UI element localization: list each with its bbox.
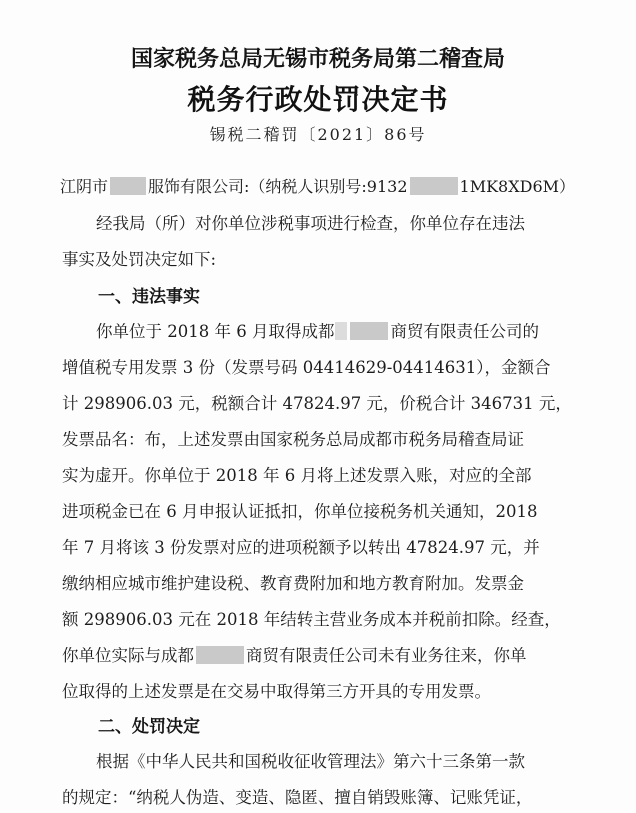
redacted-supplier-name-2 — [196, 646, 244, 664]
section-heading-penalty-decision: 二、处罚决定 — [98, 717, 200, 737]
facts-line-9: 额 298906.03 元在 2018 年结转主营业务成本并税前扣除。经查， — [62, 610, 561, 629]
decision-line-2: 的规定：“纳税人伪造、变造、隐匿、擅自销毁账簿、记账凭证， — [62, 788, 533, 807]
facts-line-2: 增值税专用发票 3 份（发票号码 04414629-04414631），金额合 — [62, 358, 551, 377]
intro-line-1: 经我局（所）对你单位涉税事项进行检查，你单位存在违法 — [96, 214, 525, 233]
facts-line-11: 位取得的上述发票是在交易中取得第三方开具的专用发票。 — [62, 682, 491, 701]
recipient-suffix: 服饰有限公司:（纳税人识别号:9132 — [148, 177, 408, 196]
document-number: 锡税二稽罚〔2021〕86号 — [209, 125, 427, 144]
facts-line-1-pre: 你单位于 2018 年 6 月取得成都 — [96, 322, 335, 341]
document-title: 税务行政处罚决定书 — [187, 83, 449, 116]
facts-line-7: 年 7 月将该 3 份发票对应的进项税额予以转出 47824.97 元，并 — [62, 538, 540, 557]
facts-line-6: 进项税金已在 6 月申报认证抵扣，你单位接税务机关通知，2018 — [62, 502, 538, 521]
facts-line-10 — [62, 642, 527, 666]
facts-line-1 — [96, 318, 539, 342]
facts-line-3: 计 298906.03 元，税额合计 47824.97 元，价税合计 346731 元， — [62, 394, 572, 413]
facts-line-5: 实为虚开。你单位于 2018 年 6 月将上述发票入账，对应的全部 — [62, 466, 532, 485]
recipient-line — [60, 174, 575, 197]
recipient-id-suffix: 1MK8XD6M） — [459, 177, 576, 196]
facts-line-8: 缴纳相应城市维护建设税、教育费附加和地方教育附加。发票金 — [62, 574, 524, 593]
facts-line-10-post: 商贸有限责任公司未有业务往来，你单 — [246, 646, 527, 665]
issuing-organization: 国家税务总局无锡市税务局第二稽查局 — [130, 47, 505, 72]
intro-line-2: 事实及处罚决定如下: — [62, 250, 217, 269]
redaction-mark — [335, 322, 347, 340]
redacted-supplier-name — [350, 322, 388, 340]
redacted-company-name — [110, 177, 146, 195]
redacted-taxpayer-id — [410, 177, 458, 195]
facts-line-10-pre: 你单位实际与成都 — [62, 646, 194, 665]
facts-line-1-post: 商贸有限责任公司的 — [390, 322, 539, 341]
decision-line-1: 根据《中华人民共和国税收征收管理法》第六十三条第一款 — [96, 752, 525, 771]
section-heading-violation-facts: 一、违法事实 — [98, 287, 200, 307]
facts-line-4: 发票品名：布，上述发票由国家税务总局成都市税务局稽查局证 — [62, 430, 524, 449]
recipient-prefix: 江阴市 — [60, 177, 109, 196]
